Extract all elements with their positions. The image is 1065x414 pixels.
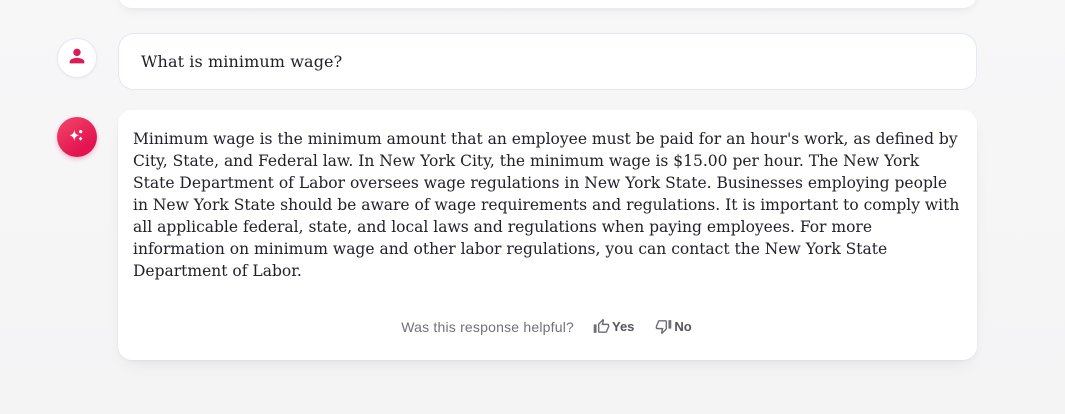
user-message-text: What is minimum wage? <box>141 52 343 71</box>
thumb-up-icon <box>593 318 610 335</box>
bot-response-card <box>118 110 977 360</box>
user-message-bubble <box>118 33 977 90</box>
person-icon <box>66 45 88 72</box>
previous-message-card <box>118 0 977 8</box>
feedback-row <box>118 316 977 337</box>
thumb-down-icon <box>655 318 672 335</box>
feedback-yes-button[interactable] <box>591 316 636 337</box>
feedback-no-button[interactable] <box>653 316 693 337</box>
feedback-yes-label: Yes <box>612 319 635 334</box>
feedback-no-label: No <box>674 319 692 334</box>
sparkle-icon <box>65 123 89 152</box>
feedback-prompt: Was this response helpful? <box>401 318 574 335</box>
bot-response-text: Minimum wage is the minimum amount that an employee must be paid for an hour's work, as defined by City, State, and Federal law. In New York City, the minimum wage is $15.00 per hour. The New York State Department of Labor oversees wage regulations in New York State. Businesses employing people in New York State should be aware of wage requirements and regulations. It is important to comply with all applicable federal, state, and local laws and regulations when paying employees. For more information on minimum wage and other labor regulations, you can contact the New York State Department of Labor. <box>133 130 960 280</box>
user-avatar <box>57 38 97 78</box>
bot-avatar <box>57 117 97 157</box>
